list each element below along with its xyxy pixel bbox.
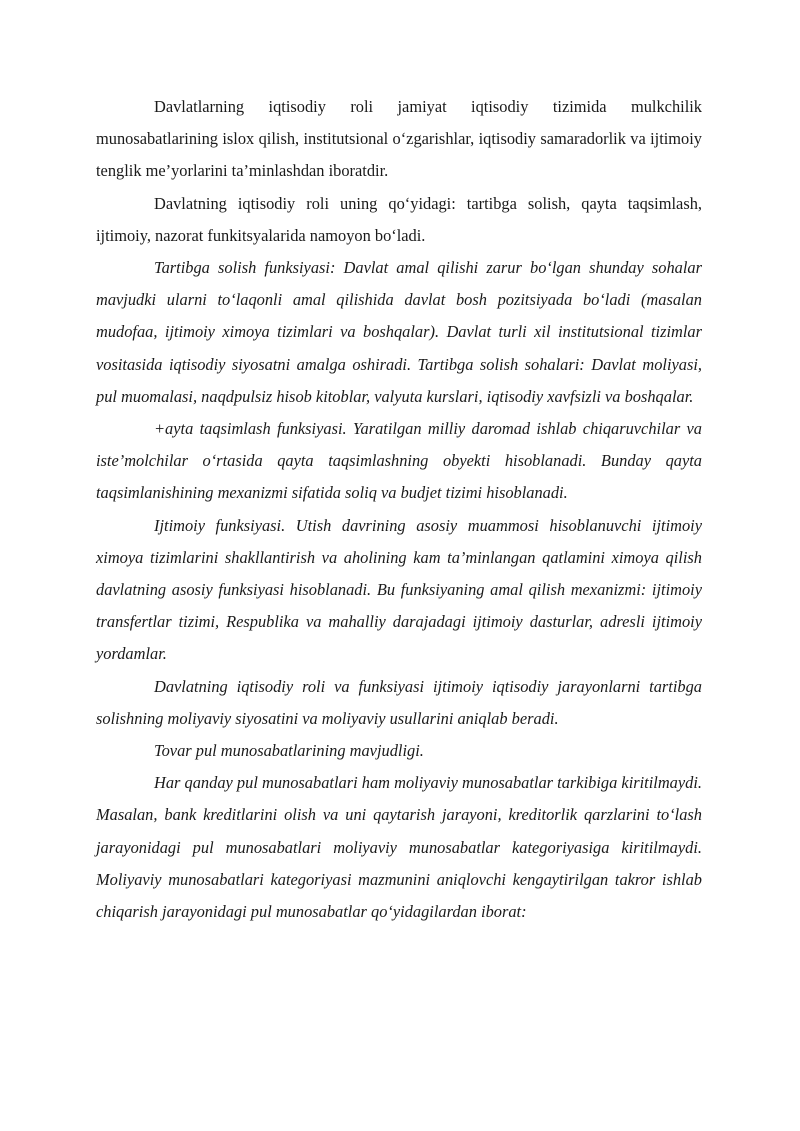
paragraph-commodity-money-heading: Tovar pul munosabatlarining mavjudligi. <box>154 741 424 761</box>
paragraph-redistribution-function: +ayta taqsimlash funksiyasi. Yaratilgan milliy daromad ishlab chiqaruvchilar va iste’molchilar o‘rtasida qayta taqsimlashning obyekti hisoblanadi. Bunday qayta taqsimlanishining mexanizmi sifatida soliq va budjet tizimi hisoblanadi. <box>96 419 702 503</box>
paragraph-money-relations: Har qanday pul munosabatlari ham moliyaviy munosabatlar tarkibiga kiritilmaydi. Masalan, bank kreditlarini olish va uni qaytarish jarayoni, kreditorlik qarzlarini to‘lash jarayonidagi pul munosabatlari moliyaviy munosabatlar kategoriyasiga kiritilmaydi. Moliyaviy munosabatlari kategoriyasi mazmunini aniqlovchi kengaytirilgan takror ishlab chiqarish jarayonidagi pul munosabatlar qo‘yidagilardan iborat: <box>96 773 702 922</box>
paragraph-state-functions: Davlatning iqtisodiy roli uning qo‘yidagi: tartibga solish, qayta taqsimlash, ijtimoiy, nazorat funkitsyalarida namoyon bo‘ladi. <box>96 193 702 245</box>
paragraph-social-function: Ijtimoiy funksiyasi. Utish davrining asosiy muammosi hisoblanuvchi ijtimoiy ximoya tizimlarini shakllantirish va aholining kam ta’minlangan qatlamini ximoya qilish davlatning asosiy funksiyasi hisoblanadi. Bu funksiyaning amal qilish mexanizmi: ijtimoiy transfertlar tizimi, Respublika va mahalliy darajadagi ijtimoiy dasturlar, adresli ijtimoiy yordamlar. <box>96 515 702 664</box>
paragraph-state-economic-role: Davlatlarning iqtisodiy roli jamiyat iqtisodiy tizimida mulkchilik munosabatlarining islox qilish, institutsional o‘zgarishlar, iqtisodiy samaradorlik va ijtimoiy tenglik me’yorlarini ta’minlashdan iboratdir. <box>96 97 702 181</box>
paragraph-financial-policy: Davlatning iqtisodiy roli va funksiyasi ijtimoiy iqtisodiy jarayonlarni tartibga solishning moliyaviy siyosatini va moliyaviy usullarini aniqlab beradi. <box>96 676 702 728</box>
paragraph-regulation-function: Tartibga solish funksiyasi: Davlat amal qilishi zarur bo‘lgan shunday sohalar mavjudki ularni to‘laqonli amal qilishida davlat bosh pozitsiyada bo‘ladi (masalan mudofaa, ijtimoiy ximoya tizimlari va boshqalar). Davlat turli xil institutsional tizimlar vositasida iqtisodiy siyosatni amalga oshiradi. Tartibga solish sohalari: Davlat moliyasi, pul muomalasi, naqdpulsiz hisob kitoblar, valyuta kurslari, iqtisodiy xavfsizli va boshqalar. <box>96 258 702 406</box>
document-page <box>96 91 702 928</box>
